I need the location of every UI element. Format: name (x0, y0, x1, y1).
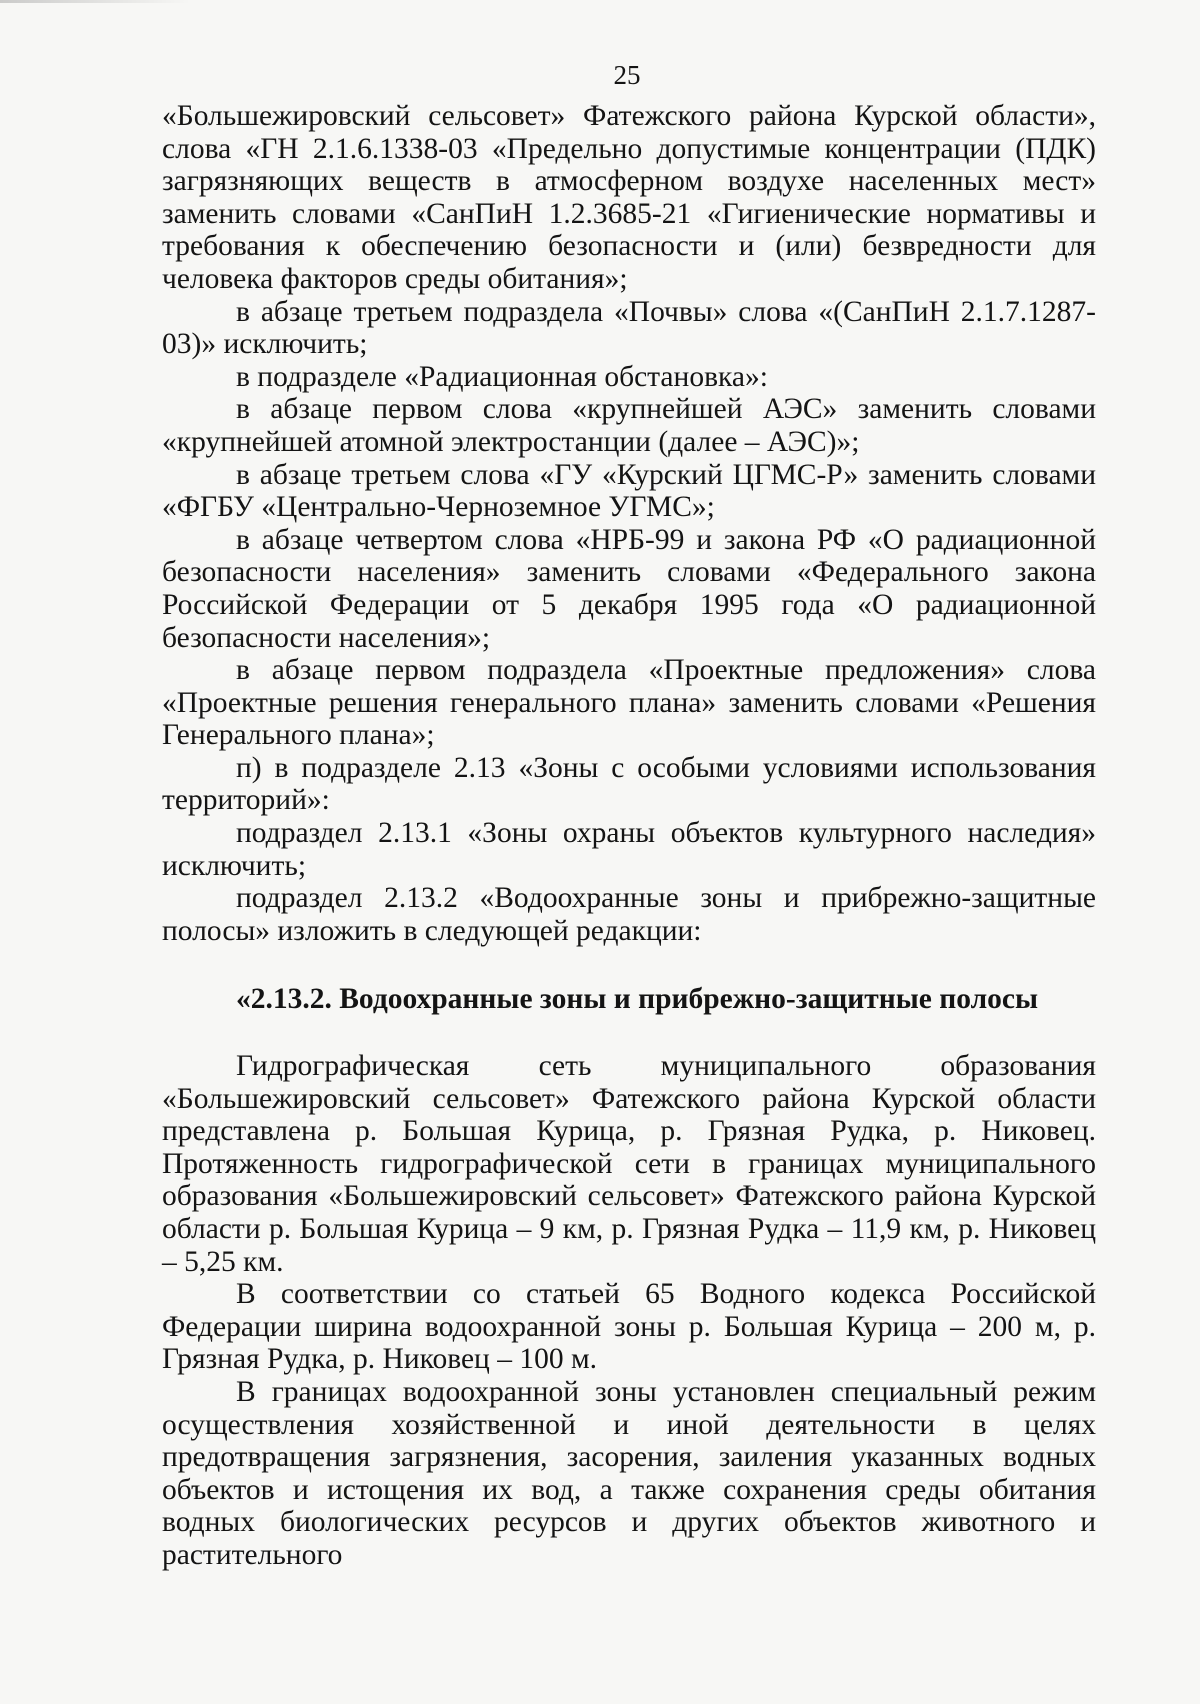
paragraph-item-p: п) в подразделе 2.13 «Зоны с особыми условиями использования территорий»: (162, 751, 1096, 817)
section-heading: «2.13.2. Водоохранные зоны и прибрежно-защитные полосы (236, 983, 1039, 1016)
paragraph-project-proposals: в абзаце первом подраздела «Проектные предложения» слова «Проектные решения генерального плана» заменить словами «Решения Генерального плана»; (162, 654, 1096, 752)
paragraph-hydrography: Гидрографическая сеть муниципального образования «Большежировский сельсовет» Фатежского района Курской области представлена р. Большая Курица, р. Грязная Рудка, р. Никовец. Протяженность гидрографической сети в границах муниципального образования «Большежировский сельсовет» Фатежского района Курской области р. Большая Курица – 9 км, р. Грязная Рудка – 11,9 км, р. Никовец – 5,25 км. (162, 1050, 1096, 1278)
paragraph-subsection-2-13-2: подраздел 2.13.2 «Водоохранные зоны и прибрежно-защитные полосы» изложить в следующей редакции: (162, 882, 1096, 947)
paragraph-radiation-first: в абзаце первом слова «крупнейшей АЭС» заменить словами «крупнейшей атомной электростанции (далее – АЭС)»; (162, 393, 1096, 458)
paragraph-radiation-fourth: в абзаце четвертом слова «НРБ-99 и закона РФ «О радиационной безопасности населения» заменить словами «Федерального закона Российской Федерации от 5 декабря 1995 года «О радиационной безопасности населения»; (162, 523, 1096, 654)
document-body (162, 100, 1096, 1572)
page-number: 25 (613, 60, 641, 90)
paragraph-continuation: «Большежировский сельсовет» Фатежского района Курской области», слова «ГН 2.1.6.1338-03 «Предельно допустимые концентрации (ПДК) загрязняющих веществ в атмосферном воздухе населенных мест» заменить словами «СанПиН 1.2.3685-21 «Гигиенические нормативы и требования к обеспечению безопасности и (или) безвредности для человека факторов среды обитания»; (162, 100, 1096, 295)
paragraph-soils: в абзаце третьем подраздела «Почвы» слова «(СанПиН 2.1.7.1287-03)» исключить; (162, 295, 1096, 361)
paragraph-radiation-subsection: в подразделе «Радиационная обстановка»: (236, 360, 768, 393)
paragraph-subsection-2-13-1: подраздел 2.13.1 «Зоны охраны объектов культурного наследия» исключить; (162, 817, 1096, 882)
paragraph-special-regime: В границах водоохранной зоны установлен специальный режим осуществления хозяйственной и иной деятельности в целях предотвращения загрязнения, засорения, заиления указанных водных объектов и истощения их вод, а также сохранения среды обитания водных биологических ресурсов и других объектов животного и растительного (162, 1375, 1096, 1571)
scan-edge-mark (0, 0, 190, 3)
paragraph-radiation-third: в абзаце третьем слова «ГУ «Курский ЦГМС-Р» заменить словами «ФГБУ «Центрально-Черноземное УГМС»; (162, 458, 1096, 524)
paragraph-water-code: В соответствии со статьей 65 Водного кодекса Российской Федерации ширина водоохранной зоны р. Большая Курица – 200 м, р. Грязная Рудка, р. Никовец – 100 м. (162, 1278, 1096, 1376)
